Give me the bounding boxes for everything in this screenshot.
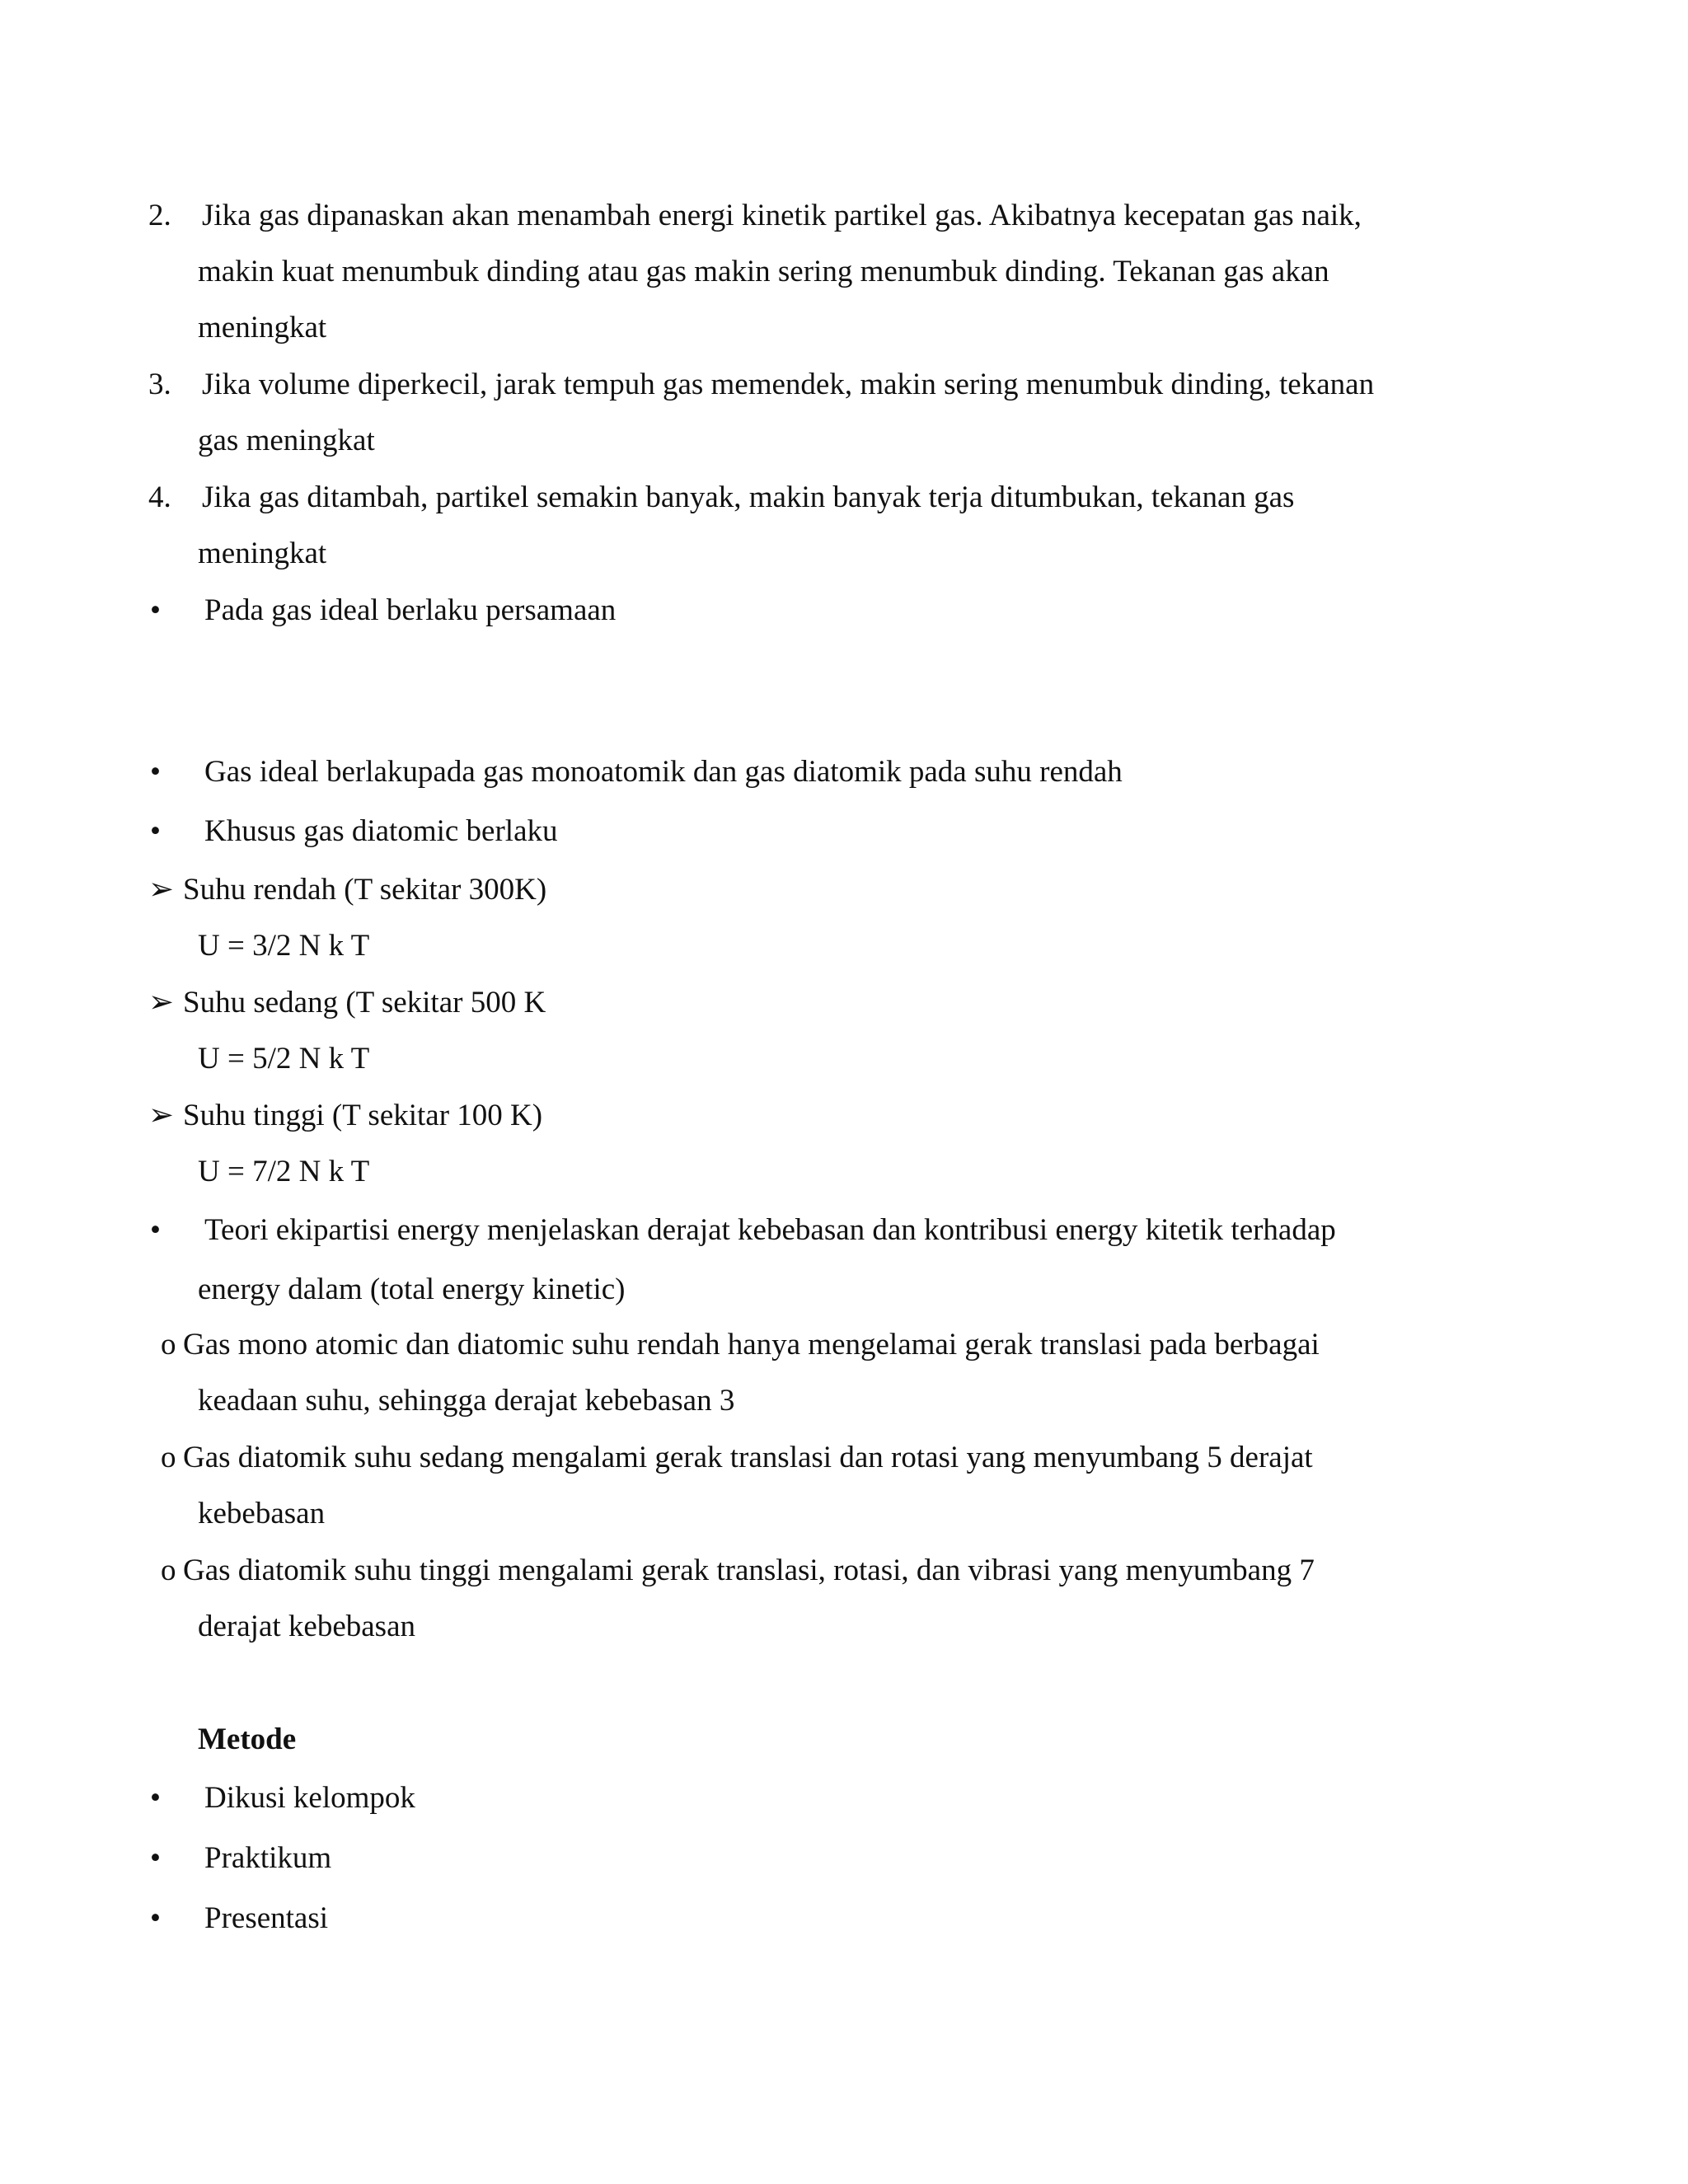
- list-item-line: makin kuat menumbuk dinding atau gas makin sering menumbuk dinding. Tekanan gas akan: [198, 255, 1329, 288]
- bullet-icon: •: [150, 1841, 161, 1875]
- circle-bullet-icon: o: [161, 1441, 176, 1474]
- bullet-text: energy dalam (total energy kinetic): [198, 1272, 626, 1306]
- list-item-line: meningkat: [198, 537, 327, 570]
- bullet-icon: •: [150, 755, 161, 789]
- bullet-text: Pada gas ideal berlaku persamaan: [204, 593, 617, 627]
- bullet-text: Gas ideal berlakupada gas monoatomik dan gas diatomik pada suhu rendah: [204, 755, 1123, 789]
- sub-item-text: Gas diatomik suhu sedang mengalami gerak translasi dan rotasi yang menyumbang 5 derajat: [183, 1441, 1313, 1474]
- sub-item-text: derajat kebebasan: [198, 1610, 415, 1643]
- circle-bullet-icon: o: [161, 1554, 176, 1587]
- temperature-formula: U = 5/2 N k T: [198, 1042, 370, 1076]
- circle-bullet-icon: o: [161, 1328, 176, 1361]
- metode-item: Dikusi kelompok: [204, 1781, 415, 1815]
- bullet-text: Khusus gas diatomic berlaku: [204, 814, 558, 848]
- temperature-label: Suhu rendah (T sekitar 300K): [183, 873, 547, 907]
- list-item-line: Jika gas ditambah, partikel semakin banyak, makin banyak terja ditumbukan, tekanan gas: [202, 480, 1295, 514]
- section-heading: Metode: [198, 1722, 297, 1756]
- temperature-label: Suhu sedang (T sekitar 500 K: [183, 986, 546, 1019]
- list-item-line: gas meningkat: [198, 424, 375, 457]
- list-number: 2.: [148, 199, 171, 232]
- list-item-line: Jika gas dipanaskan akan menambah energi kinetik partikel gas. Akibatnya kecepatan gas naik,: [202, 199, 1362, 232]
- list-item-line: meningkat: [198, 311, 327, 344]
- list-item-line: Jika volume diperkecil, jarak tempuh gas memendek, makin sering menumbuk dinding, tekanan: [202, 368, 1375, 401]
- sub-item-text: keadaan suhu, sehingga derajat kebebasan 3: [198, 1384, 735, 1418]
- arrow-bullet-icon: ➢: [148, 1099, 175, 1132]
- sub-item-text: Gas mono atomic dan diatomic suhu rendah hanya mengelamai gerak translasi pada berbagai: [183, 1328, 1320, 1361]
- arrow-bullet-icon: ➢: [148, 873, 175, 907]
- sub-item-text: Gas diatomik suhu tinggi mengalami gerak translasi, rotasi, dan vibrasi yang menyumbang 7: [183, 1554, 1315, 1587]
- bullet-text: Teori ekipartisi energy menjelaskan derajat kebebasan dan kontribusi energy kitetik terhadap: [204, 1213, 1336, 1247]
- bullet-icon: •: [150, 1781, 161, 1815]
- list-number: 4.: [148, 480, 171, 514]
- metode-item: Presentasi: [204, 1901, 329, 1935]
- bullet-icon: •: [150, 1213, 161, 1247]
- list-number: 3.: [148, 368, 171, 401]
- bullet-icon: •: [150, 593, 161, 627]
- metode-item: Praktikum: [204, 1841, 332, 1875]
- bullet-icon: •: [150, 814, 161, 848]
- temperature-label: Suhu tinggi (T sekitar 100 K): [183, 1099, 543, 1132]
- temperature-formula: U = 3/2 N k T: [198, 929, 370, 963]
- arrow-bullet-icon: ➢: [148, 986, 175, 1019]
- bullet-icon: •: [150, 1901, 161, 1935]
- temperature-formula: U = 7/2 N k T: [198, 1155, 370, 1188]
- sub-item-text: kebebasan: [198, 1497, 326, 1530]
